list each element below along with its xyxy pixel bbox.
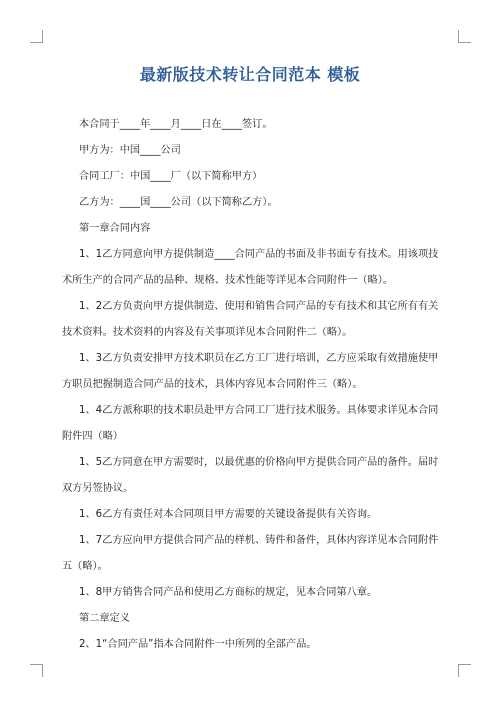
crop-mark-top-right <box>458 30 471 43</box>
contract-factory-line: 合同工厂：中国____厂（以下简称甲方） <box>79 171 263 182</box>
clause-paragraph: 1、2乙方负责向甲方提供制造、使用和销售合同产品的专有技术和其它所有有关技术资料。技术资料的内容及有关事项详见本合同附件二（略）。 <box>62 301 439 338</box>
crop-mark-bottom-right <box>458 664 471 677</box>
document-body <box>62 112 440 658</box>
party-a-line: 甲方为：中国____公司 <box>79 145 181 156</box>
crop-mark-bottom-left <box>30 664 43 677</box>
clause-paragraph: 1、3乙方负责安排甲方技术职员在乙方工厂进行培训，乙方应采取有效措施使甲方职员把握制造合同产品的技术，具体内容见本合同附件三（略）。 <box>62 353 439 390</box>
clause-paragraph: 1、6乙方有责任对本合同项目甲方需要的关键设备提供有关咨询。 <box>79 509 378 520</box>
clause-paragraph: 1、5乙方同意在甲方需要时，以最优惠的价格向甲方提供合同产品的备件。届时双方另签协议。 <box>62 457 439 494</box>
clause-paragraph: 1、7乙方应向甲方提供合同产品的样机、铸件和备件，具体内容详见本合同附件五（略）。 <box>62 535 439 572</box>
crop-mark-top-left <box>30 30 43 43</box>
clause-paragraph: 1、1乙方同意向甲方提供制造____合同产品的书面及非书面专有技术。用该项技术所生产的合同产品的品种、规格、技术性能等详见本合同附件一（略）。 <box>62 249 439 286</box>
clause-paragraph: 1、8甲方销售合同产品和使用乙方商标的规定，见本合同第八章。 <box>79 587 378 598</box>
clause-paragraph: 1、4乙方派称职的技术职员赴甲方合同工厂进行技术服务。具体要求详见本合同附件四（略） <box>62 405 439 442</box>
document-title: 最新版技术转让合同范本 模板 <box>139 65 361 84</box>
chapter-heading: 第一章合同内容 <box>79 223 151 234</box>
clause-paragraph: 2、1“合同产品”指本合同附件一中所列的全部产品。 <box>79 639 317 650</box>
signing-date-line: 本合同于____年____月____日在____签订。 <box>79 119 273 130</box>
chapter-heading: 第二章定义 <box>79 613 130 624</box>
party-b-line: 乙方为：____国____公司（以下简称乙方）。 <box>79 197 278 208</box>
